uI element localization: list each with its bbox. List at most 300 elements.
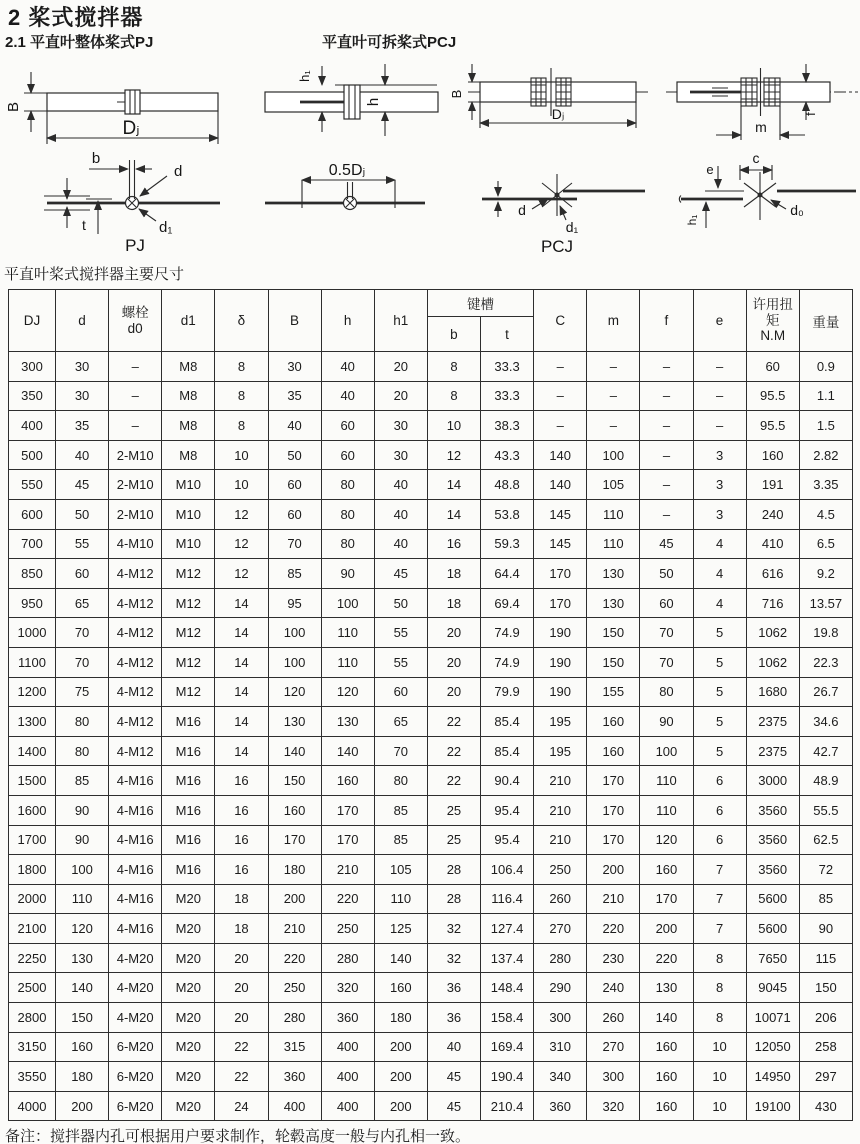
table-cell: 8 [693, 943, 746, 973]
table-cell: 160 [56, 1032, 109, 1062]
table-cell: 105 [374, 855, 427, 885]
table-cell: 1700 [9, 825, 56, 855]
table-cell: 400 [268, 1091, 321, 1121]
table-cell: 8 [215, 381, 268, 411]
table-cell: 2250 [9, 943, 56, 973]
col-header-torque-line2: N.M [760, 328, 786, 344]
pj-view-label: PJ [125, 236, 145, 255]
table-cell: 22 [427, 766, 480, 796]
table-cell: M20 [162, 1091, 215, 1121]
table-cell: 4-M16 [109, 766, 162, 796]
table-header [9, 290, 853, 352]
table-cell: 45 [427, 1062, 480, 1092]
table-cell: 70 [56, 647, 109, 677]
table-cell: 14950 [746, 1062, 799, 1092]
table-row [9, 470, 853, 500]
table-row [9, 588, 853, 618]
table-cell: 3000 [746, 766, 799, 796]
section-heading-pcj: 平直叶可拆桨式PCJ [322, 34, 457, 51]
table-cell: 127.4 [481, 914, 534, 944]
table-cell: 400 [9, 411, 56, 441]
col-header-f: f [640, 290, 693, 352]
dim-label-B-pcj: B [449, 89, 464, 99]
table-cell: 3560 [746, 825, 799, 855]
table-cell: – [693, 381, 746, 411]
table-cell: 400 [321, 1062, 374, 1092]
table-cell: 53.8 [481, 499, 534, 529]
table-cell: M16 [162, 736, 215, 766]
table-cell: M20 [162, 1003, 215, 1033]
table-cell: 80 [321, 470, 374, 500]
dim-label-d0: d₀ [790, 202, 804, 218]
table-cell: 90.4 [481, 766, 534, 796]
table-cell: 50 [268, 440, 321, 470]
col-header-h: h [321, 290, 374, 352]
table-cell: 40 [56, 440, 109, 470]
col-header-torque [746, 290, 799, 352]
table-row [9, 647, 853, 677]
table-row [9, 766, 853, 796]
table-cell: 250 [321, 914, 374, 944]
table-cell: 20 [215, 1003, 268, 1033]
table-cell: 18 [215, 914, 268, 944]
table-cell: 170 [268, 825, 321, 855]
table-cell: 120 [321, 677, 374, 707]
table-cell: 160 [587, 707, 640, 737]
table-cell: 2-M10 [109, 470, 162, 500]
table-cell: 4000 [9, 1091, 56, 1121]
table-cell: 95.5 [746, 411, 799, 441]
table-cell: 260 [587, 1003, 640, 1033]
table-cell: 90 [321, 559, 374, 589]
table-cell: M20 [162, 914, 215, 944]
table-cell: M12 [162, 618, 215, 648]
table-cell: 110 [587, 499, 640, 529]
col-header-d: d [56, 290, 109, 352]
table-cell: 70 [56, 618, 109, 648]
table-cell: 6-M20 [109, 1032, 162, 1062]
table-cell: – [640, 499, 693, 529]
table-cell: 79.9 [481, 677, 534, 707]
table-cell: 170 [587, 766, 640, 796]
pcj-view-label: PCJ [540, 237, 574, 256]
table-cell: 22 [215, 1062, 268, 1092]
table-cell: 170 [587, 825, 640, 855]
dimension-table-body [9, 352, 853, 1121]
col-header-m: m [587, 290, 640, 352]
table-cell: M20 [162, 1062, 215, 1092]
dim-label-DJ: Dⱼ [122, 118, 140, 139]
table-cell: 950 [9, 588, 56, 618]
pj-half-span-drawing [265, 162, 425, 210]
table-cell: 72 [799, 855, 852, 885]
table-cell: 170 [587, 795, 640, 825]
table-cell: 170 [321, 795, 374, 825]
table-cell: 16 [215, 825, 268, 855]
table-cell: 148.4 [481, 973, 534, 1003]
table-cell: 13.57 [799, 588, 852, 618]
table-cell: 80 [321, 499, 374, 529]
table-cell: 3550 [9, 1062, 56, 1092]
table-cell: 360 [268, 1062, 321, 1092]
table-cell: 240 [746, 499, 799, 529]
table-cell: 80 [374, 766, 427, 796]
table-cell: – [693, 411, 746, 441]
table-cell: M16 [162, 766, 215, 796]
table-cell: 4 [693, 529, 746, 559]
table-cell: 85 [799, 884, 852, 914]
table-cell: 3150 [9, 1032, 56, 1062]
table-cell: 200 [56, 1091, 109, 1121]
table-cell: 85.4 [481, 707, 534, 737]
table-cell: 70 [640, 647, 693, 677]
table-cell: 360 [321, 1003, 374, 1033]
table-cell: 110 [587, 529, 640, 559]
table-cell: 10 [693, 1032, 746, 1062]
table-cell: 10 [215, 470, 268, 500]
table-cell: 80 [56, 707, 109, 737]
table-cell: 500 [9, 440, 56, 470]
table-cell: 220 [640, 943, 693, 973]
table-cell: 25 [427, 825, 480, 855]
table-cell: 55 [56, 529, 109, 559]
table-cell: 60 [321, 411, 374, 441]
table-cell: 4 [693, 588, 746, 618]
table-cell: M12 [162, 677, 215, 707]
table-cell: 100 [640, 736, 693, 766]
dim-label-half-DJ: 0.5Dⱼ [328, 162, 366, 179]
table-cell: 200 [374, 1032, 427, 1062]
table-cell: 4-M16 [109, 825, 162, 855]
table-cell: 9045 [746, 973, 799, 1003]
table-cell: 130 [268, 707, 321, 737]
table-cell: – [640, 352, 693, 382]
table-cell: 14 [215, 588, 268, 618]
table-cell: 150 [799, 973, 852, 1003]
footnote: 备注：搅拌器内孔可根据用户要求制作，轮毂高度一般与内孔相一致。 [5, 1128, 471, 1144]
table-cell: 1.1 [799, 381, 852, 411]
table-cell: 160 [374, 973, 427, 1003]
table-cell: 2500 [9, 973, 56, 1003]
table-cell: 2-M10 [109, 440, 162, 470]
table-cell: 4-M16 [109, 884, 162, 914]
table-cell: 6 [693, 825, 746, 855]
dim-label-f: f [803, 112, 818, 116]
table-row [9, 499, 853, 529]
col-header-keyway-b: b [427, 317, 480, 352]
dim-label-d-pcj: d [518, 202, 526, 218]
table-row [9, 1003, 853, 1033]
table-cell: – [534, 352, 587, 382]
table-cell: 48.9 [799, 766, 852, 796]
table-cell: 8 [215, 352, 268, 382]
table-cell: 8 [427, 352, 480, 382]
col-header-bolt-line2: d0 [127, 320, 143, 336]
table-cell: 115 [799, 943, 852, 973]
table-cell: 25 [427, 795, 480, 825]
table-cell: 410 [746, 529, 799, 559]
table-cell: 8 [427, 381, 480, 411]
table-cell: 4-M12 [109, 707, 162, 737]
table-cell: M16 [162, 795, 215, 825]
table-cell: 4-M12 [109, 677, 162, 707]
table-cell: 22 [215, 1032, 268, 1062]
table-cell: 18 [427, 588, 480, 618]
table-cell: 200 [374, 1091, 427, 1121]
table-cell: 2800 [9, 1003, 56, 1033]
table-cell: 0.9 [799, 352, 852, 382]
table-cell: – [109, 352, 162, 382]
table-cell: 48.8 [481, 470, 534, 500]
table-cell: 4-M16 [109, 795, 162, 825]
table-cell: 200 [268, 884, 321, 914]
table-cell: 85 [374, 825, 427, 855]
table-cell: 130 [640, 973, 693, 1003]
table-cell: 130 [56, 943, 109, 973]
table-cell: 24 [215, 1091, 268, 1121]
dim-label-t: t [82, 217, 86, 233]
table-cell: 130 [587, 588, 640, 618]
table-cell: 45 [427, 1091, 480, 1121]
table-cell: 120 [640, 825, 693, 855]
table-cell: 65 [374, 707, 427, 737]
table-cell: 180 [56, 1062, 109, 1092]
table-cell: 65 [56, 588, 109, 618]
table-row [9, 1091, 853, 1121]
table-cell: 191 [746, 470, 799, 500]
table-cell: 95.4 [481, 795, 534, 825]
table-cell: M8 [162, 381, 215, 411]
table-cell: 160 [640, 1091, 693, 1121]
table-cell: 230 [587, 943, 640, 973]
table-cell: 145 [534, 529, 587, 559]
table-cell: 6-M20 [109, 1062, 162, 1092]
table-cell: 55 [374, 618, 427, 648]
table-cell: 32 [427, 943, 480, 973]
table-cell: 16 [215, 795, 268, 825]
table-cell: 5 [693, 736, 746, 766]
table-cell: 30 [56, 381, 109, 411]
table-cell: 35 [268, 381, 321, 411]
table-cell: 110 [374, 884, 427, 914]
table-cell: 38.3 [481, 411, 534, 441]
pcj-top-view-drawing [482, 174, 645, 256]
table-cell: 10071 [746, 1003, 799, 1033]
table-cell: 210 [534, 766, 587, 796]
table-cell: 130 [321, 707, 374, 737]
table-cell: M12 [162, 559, 215, 589]
table-row [9, 825, 853, 855]
table-cell: 600 [9, 499, 56, 529]
table-cell: 33.3 [481, 381, 534, 411]
table-cell: 28 [427, 884, 480, 914]
table-cell: M20 [162, 1032, 215, 1062]
table-cell: 40 [374, 470, 427, 500]
table-cell: 28 [427, 855, 480, 885]
table-row [9, 440, 853, 470]
table-cell: – [534, 381, 587, 411]
table-cell: 300 [587, 1062, 640, 1092]
table-cell: 18 [427, 559, 480, 589]
table-cell: 116.4 [481, 884, 534, 914]
table-cell: 3 [693, 499, 746, 529]
table-cell: 1600 [9, 795, 56, 825]
table-cell: 36 [427, 1003, 480, 1033]
table-cell: 40 [321, 381, 374, 411]
table-cell: 19.8 [799, 618, 852, 648]
table-cell: 300 [9, 352, 56, 382]
table-row [9, 884, 853, 914]
table-cell: 80 [56, 736, 109, 766]
table-cell: 85 [268, 559, 321, 589]
table-cell: 4 [693, 559, 746, 589]
table-cell: M10 [162, 499, 215, 529]
table-row [9, 618, 853, 648]
table-row [9, 943, 853, 973]
table-cell: 310 [534, 1032, 587, 1062]
table-cell: 155 [587, 677, 640, 707]
table-cell: 125 [374, 914, 427, 944]
col-header-bolt-line1: 螺栓 [121, 304, 149, 320]
table-cell: 5 [693, 677, 746, 707]
table-cell: 50 [56, 499, 109, 529]
table-cell: 18 [215, 884, 268, 914]
table-cell: 4-M16 [109, 914, 162, 944]
col-header-torque-line1: 许用扭矩 [752, 297, 793, 328]
table-cell: 30 [374, 440, 427, 470]
table-cell: 110 [640, 766, 693, 796]
table-cell: 3560 [746, 855, 799, 885]
table-cell: 30 [56, 352, 109, 382]
table-cell: 160 [587, 736, 640, 766]
page-title: 2 桨式搅拌器 [8, 5, 144, 30]
table-cell: 150 [268, 766, 321, 796]
dim-label-DJ-pcj: Dⱼ [551, 106, 565, 122]
table-cell: 45 [640, 529, 693, 559]
pj-top-view-drawing [44, 150, 220, 255]
table-cell: 74.9 [481, 618, 534, 648]
table-cell: 5600 [746, 914, 799, 944]
col-header-d1: d1 [162, 290, 215, 352]
table-cell: 1300 [9, 707, 56, 737]
col-header-keyway: 键槽 [427, 290, 533, 317]
table-cell: M20 [162, 884, 215, 914]
dim-label-e: e [706, 162, 714, 177]
table-cell: 16 [427, 529, 480, 559]
table-cell: 55 [374, 647, 427, 677]
table-cell: 320 [321, 973, 374, 1003]
table-cell: 40 [268, 411, 321, 441]
table-row [9, 381, 853, 411]
table-cell: 258 [799, 1032, 852, 1062]
table-cell: 1062 [746, 647, 799, 677]
table-cell: 100 [56, 855, 109, 885]
table-cell: 5600 [746, 884, 799, 914]
table-cell: M12 [162, 588, 215, 618]
table-cell: 4-M12 [109, 588, 162, 618]
table-cell: 9.2 [799, 559, 852, 589]
table-cell: 14 [215, 618, 268, 648]
table-cell: 20 [215, 973, 268, 1003]
table-cell: 430 [799, 1091, 852, 1121]
table-cell: 70 [268, 529, 321, 559]
table-cell: 42.7 [799, 736, 852, 766]
table-row [9, 707, 853, 737]
table-cell: 22 [427, 736, 480, 766]
table-cell: 60 [746, 352, 799, 382]
table-cell: – [640, 381, 693, 411]
table-cell: 4-M12 [109, 559, 162, 589]
table-cell: 110 [640, 795, 693, 825]
table-cell: 60 [321, 440, 374, 470]
section-heading-pj: 2.1 平直叶整体桨式PJ [5, 34, 154, 51]
table-cell: 160 [640, 855, 693, 885]
table-cell: 95.5 [746, 381, 799, 411]
table-cell: 5 [693, 647, 746, 677]
table-cell: 14 [215, 647, 268, 677]
table-cell: 169.4 [481, 1032, 534, 1062]
table-row [9, 795, 853, 825]
table-cell: – [109, 381, 162, 411]
table-cell: 3 [693, 440, 746, 470]
table-cell: 180 [374, 1003, 427, 1033]
table-cell: – [587, 352, 640, 382]
table-cell: 350 [9, 381, 56, 411]
table-cell: 50 [374, 588, 427, 618]
table-cell: 70 [374, 736, 427, 766]
table-cell: 315 [268, 1032, 321, 1062]
table-cell: 8 [693, 973, 746, 1003]
table-cell: 32 [427, 914, 480, 944]
table-cell: 220 [268, 943, 321, 973]
table-cell: 30 [268, 352, 321, 382]
table-cell: 20 [374, 381, 427, 411]
table-cell: 6 [693, 766, 746, 796]
table-row [9, 736, 853, 766]
table-cell: 2.82 [799, 440, 852, 470]
table-cell: 200 [374, 1062, 427, 1092]
table-cell: 290 [534, 973, 587, 1003]
col-header-h1: h1 [374, 290, 427, 352]
table-cell: 1000 [9, 618, 56, 648]
table-row [9, 1032, 853, 1062]
table-cell: 4-M20 [109, 1003, 162, 1033]
table-caption: 平直叶桨式搅拌器主要尺寸 [4, 266, 185, 283]
table-cell: M8 [162, 411, 215, 441]
table-cell: M12 [162, 647, 215, 677]
table-cell: 850 [9, 559, 56, 589]
table-cell: M20 [162, 973, 215, 1003]
table-cell: – [587, 411, 640, 441]
table-cell: 6.5 [799, 529, 852, 559]
table-cell: 195 [534, 736, 587, 766]
table-cell: 8 [215, 411, 268, 441]
table-cell: 2-M10 [109, 499, 162, 529]
table-cell: 190 [534, 677, 587, 707]
table-cell: 137.4 [481, 943, 534, 973]
col-header-B: B [268, 290, 321, 352]
table-cell: 160 [746, 440, 799, 470]
table-cell: 4-M12 [109, 736, 162, 766]
table-cell: 7 [693, 884, 746, 914]
table-cell: 4-M20 [109, 943, 162, 973]
table-cell: 20 [374, 352, 427, 382]
table-cell: 100 [587, 440, 640, 470]
table-cell: 14 [427, 499, 480, 529]
table-cell: 62.5 [799, 825, 852, 855]
table-cell: 2375 [746, 736, 799, 766]
pj-section-view-drawing [265, 64, 438, 136]
